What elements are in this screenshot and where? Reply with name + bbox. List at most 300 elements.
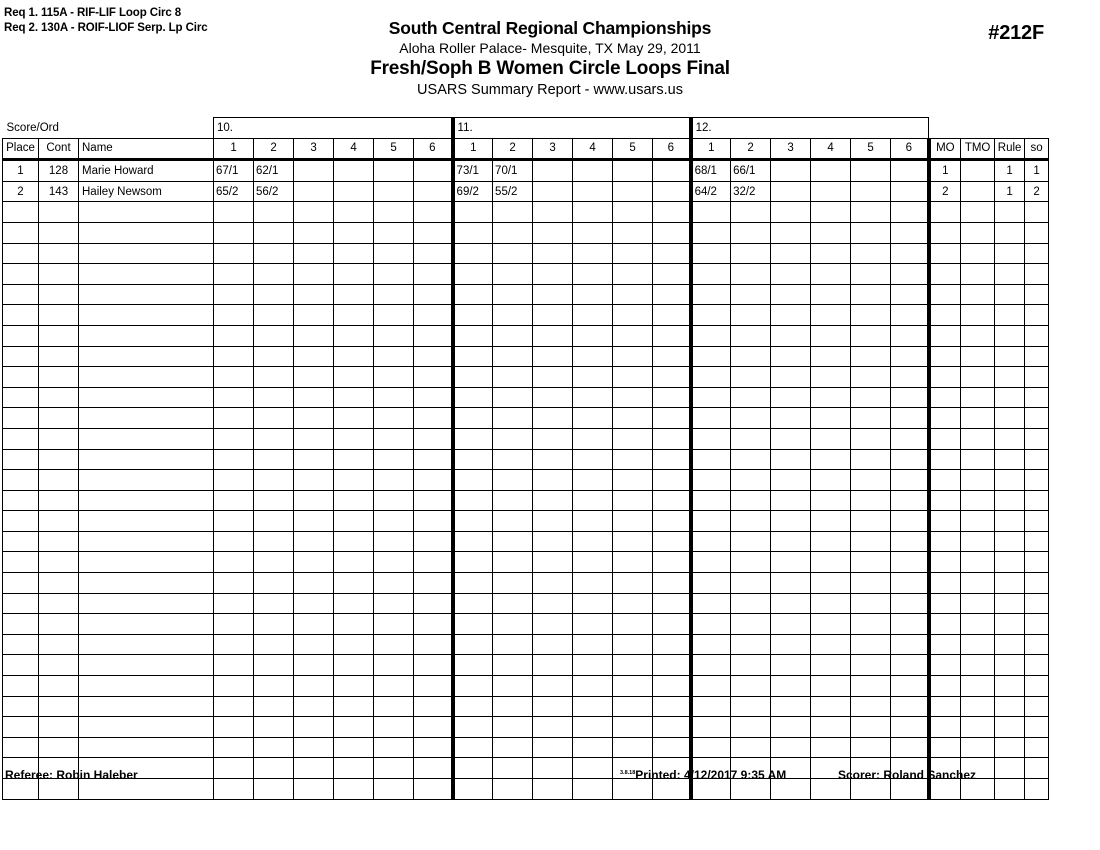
cell-e1-j6[interactable] xyxy=(414,408,453,429)
cell-e1-j5[interactable] xyxy=(374,470,414,491)
cell-e1-j3[interactable] xyxy=(294,449,334,470)
cell-e1-j6[interactable] xyxy=(414,181,453,202)
cell-cont[interactable] xyxy=(39,408,79,429)
cell-e1-j4[interactable] xyxy=(334,181,374,202)
cell-e3-j1[interactable] xyxy=(691,428,731,449)
cell-e3-j4[interactable] xyxy=(811,614,851,635)
cell-e1-j1[interactable] xyxy=(214,387,254,408)
cell-e1-j6[interactable] xyxy=(414,696,453,717)
cell-place[interactable]: 2 xyxy=(3,181,39,202)
cell-so[interactable] xyxy=(1025,655,1049,676)
cell-mo[interactable] xyxy=(929,264,961,285)
cell-e3-j5[interactable] xyxy=(851,490,891,511)
cell-e1-j6[interactable] xyxy=(414,573,453,594)
cell-e1-j4[interactable] xyxy=(334,676,374,697)
cell-cont[interactable] xyxy=(39,367,79,388)
cell-e3-j1[interactable] xyxy=(691,490,731,511)
cell-e2-j2[interactable] xyxy=(493,717,533,738)
cell-tmo[interactable] xyxy=(961,222,995,243)
cell-e2-j3[interactable] xyxy=(533,387,573,408)
cell-e2-j4[interactable] xyxy=(573,222,613,243)
cell-e2-j2[interactable] xyxy=(493,325,533,346)
cell-e1-j1[interactable] xyxy=(214,325,254,346)
cell-e1-j5[interactable] xyxy=(374,305,414,326)
cell-place[interactable] xyxy=(3,449,39,470)
cell-e3-j2[interactable] xyxy=(731,387,771,408)
cell-so[interactable] xyxy=(1025,449,1049,470)
cell-e1-j5[interactable] xyxy=(374,160,414,182)
cell-e1-j6[interactable] xyxy=(414,202,453,223)
cell-e3-j1[interactable] xyxy=(691,264,731,285)
cell-e2-j4[interactable] xyxy=(573,511,613,532)
cell-e1-j6[interactable] xyxy=(414,717,453,738)
cell-e1-j4[interactable] xyxy=(334,222,374,243)
cell-rule[interactable]: 1 xyxy=(995,160,1025,182)
cell-name[interactable] xyxy=(79,222,214,243)
cell-rule[interactable] xyxy=(995,737,1025,758)
cell-e1-j2[interactable] xyxy=(254,449,294,470)
cell-cont[interactable] xyxy=(39,305,79,326)
cell-e3-j3[interactable] xyxy=(771,655,811,676)
cell-e1-j4[interactable] xyxy=(334,470,374,491)
cell-e2-j2[interactable] xyxy=(493,449,533,470)
cell-e1-j5[interactable] xyxy=(374,243,414,264)
cell-so[interactable] xyxy=(1025,428,1049,449)
cell-e2-j3[interactable] xyxy=(533,222,573,243)
cell-e3-j2[interactable] xyxy=(731,284,771,305)
cell-e1-j1[interactable] xyxy=(214,367,254,388)
cell-mo[interactable]: 1 xyxy=(929,160,961,182)
cell-e1-j2[interactable] xyxy=(254,222,294,243)
cell-place[interactable] xyxy=(3,222,39,243)
cell-e3-j3[interactable] xyxy=(771,387,811,408)
cell-rule[interactable] xyxy=(995,531,1025,552)
cell-e3-j6[interactable] xyxy=(891,346,929,367)
cell-e1-j5[interactable] xyxy=(374,408,414,429)
cell-e3-j5[interactable] xyxy=(851,696,891,717)
cell-e2-j4[interactable] xyxy=(573,346,613,367)
cell-e1-j2[interactable] xyxy=(254,408,294,429)
table-row-empty[interactable] xyxy=(3,511,1049,532)
cell-e2-j6[interactable] xyxy=(653,470,691,491)
cell-e1-j5[interactable] xyxy=(374,325,414,346)
cell-e1-j1[interactable] xyxy=(214,511,254,532)
table-row-empty[interactable] xyxy=(3,696,1049,717)
cell-e1-j5[interactable] xyxy=(374,202,414,223)
cell-e3-j5[interactable] xyxy=(851,634,891,655)
cell-e3-j5[interactable] xyxy=(851,531,891,552)
cell-e3-j1[interactable] xyxy=(691,346,731,367)
cell-e3-j6[interactable] xyxy=(891,428,929,449)
cell-e3-j4[interactable] xyxy=(811,655,851,676)
cell-e2-j4[interactable] xyxy=(573,305,613,326)
cell-e2-j3[interactable] xyxy=(533,634,573,655)
cell-e3-j3[interactable] xyxy=(771,614,811,635)
cell-name[interactable] xyxy=(79,655,214,676)
cell-e2-j2[interactable] xyxy=(493,490,533,511)
cell-rule[interactable] xyxy=(995,408,1025,429)
cell-tmo[interactable] xyxy=(961,470,995,491)
cell-e2-j1[interactable] xyxy=(453,490,493,511)
cell-place[interactable] xyxy=(3,305,39,326)
cell-place[interactable] xyxy=(3,737,39,758)
cell-cont[interactable] xyxy=(39,717,79,738)
cell-e1-j6[interactable] xyxy=(414,614,453,635)
cell-e2-j3[interactable] xyxy=(533,511,573,532)
cell-e2-j6[interactable] xyxy=(653,531,691,552)
cell-e1-j1[interactable] xyxy=(214,655,254,676)
cell-mo[interactable] xyxy=(929,470,961,491)
cell-cont[interactable] xyxy=(39,634,79,655)
cell-name[interactable] xyxy=(79,573,214,594)
cell-e2-j2[interactable] xyxy=(493,511,533,532)
cell-e3-j4[interactable] xyxy=(811,449,851,470)
cell-e1-j2[interactable] xyxy=(254,490,294,511)
cell-so[interactable] xyxy=(1025,634,1049,655)
cell-e2-j3[interactable] xyxy=(533,737,573,758)
cell-e1-j1[interactable] xyxy=(214,346,254,367)
cell-place[interactable] xyxy=(3,531,39,552)
cell-e3-j2[interactable] xyxy=(731,634,771,655)
cell-e2-j5[interactable] xyxy=(613,202,653,223)
cell-rule[interactable] xyxy=(995,428,1025,449)
table-row-empty[interactable] xyxy=(3,717,1049,738)
cell-e3-j2[interactable] xyxy=(731,243,771,264)
cell-e1-j5[interactable] xyxy=(374,284,414,305)
cell-e2-j6[interactable] xyxy=(653,696,691,717)
cell-e3-j3[interactable] xyxy=(771,181,811,202)
cell-rule[interactable] xyxy=(995,655,1025,676)
cell-place[interactable] xyxy=(3,490,39,511)
cell-cont[interactable] xyxy=(39,449,79,470)
cell-e1-j6[interactable] xyxy=(414,676,453,697)
cell-mo[interactable] xyxy=(929,305,961,326)
cell-e2-j3[interactable] xyxy=(533,531,573,552)
cell-e3-j4[interactable] xyxy=(811,202,851,223)
cell-e2-j2[interactable] xyxy=(493,387,533,408)
cell-place[interactable] xyxy=(3,284,39,305)
cell-name[interactable] xyxy=(79,428,214,449)
cell-e1-j5[interactable] xyxy=(374,717,414,738)
cell-e2-j6[interactable] xyxy=(653,408,691,429)
cell-e2-j2[interactable] xyxy=(493,305,533,326)
cell-e2-j1[interactable] xyxy=(453,676,493,697)
cell-e2-j5[interactable] xyxy=(613,284,653,305)
cell-e2-j2[interactable] xyxy=(493,470,533,491)
cell-e2-j2[interactable] xyxy=(493,614,533,635)
cell-place[interactable]: 1 xyxy=(3,160,39,182)
cell-e2-j4[interactable] xyxy=(573,367,613,388)
cell-e2-j6[interactable] xyxy=(653,305,691,326)
cell-e2-j6[interactable] xyxy=(653,634,691,655)
cell-e1-j3[interactable] xyxy=(294,614,334,635)
cell-e2-j5[interactable] xyxy=(613,428,653,449)
cell-tmo[interactable] xyxy=(961,552,995,573)
cell-e3-j1[interactable] xyxy=(691,614,731,635)
cell-e1-j4[interactable] xyxy=(334,634,374,655)
cell-so[interactable] xyxy=(1025,717,1049,738)
cell-e1-j2[interactable]: 56/2 xyxy=(254,181,294,202)
cell-name[interactable] xyxy=(79,325,214,346)
cell-tmo[interactable] xyxy=(961,387,995,408)
cell-e3-j1[interactable] xyxy=(691,449,731,470)
cell-mo[interactable] xyxy=(929,511,961,532)
cell-e1-j1[interactable]: 67/1 xyxy=(214,160,254,182)
cell-mo[interactable] xyxy=(929,593,961,614)
cell-e2-j2[interactable]: 70/1 xyxy=(493,160,533,182)
cell-cont[interactable] xyxy=(39,325,79,346)
cell-e2-j1[interactable] xyxy=(453,449,493,470)
cell-mo[interactable] xyxy=(929,573,961,594)
table-row-empty[interactable] xyxy=(3,552,1049,573)
cell-so[interactable] xyxy=(1025,696,1049,717)
cell-e2-j2[interactable] xyxy=(493,573,533,594)
cell-e2-j5[interactable] xyxy=(613,614,653,635)
cell-e3-j1[interactable] xyxy=(691,531,731,552)
cell-e2-j6[interactable] xyxy=(653,202,691,223)
cell-e2-j4[interactable] xyxy=(573,387,613,408)
cell-e1-j5[interactable] xyxy=(374,593,414,614)
cell-e2-j4[interactable] xyxy=(573,552,613,573)
cell-e3-j1[interactable] xyxy=(691,737,731,758)
cell-e2-j2[interactable] xyxy=(493,676,533,697)
cell-mo[interactable] xyxy=(929,449,961,470)
cell-name[interactable] xyxy=(79,696,214,717)
cell-e2-j3[interactable] xyxy=(533,284,573,305)
cell-e1-j2[interactable] xyxy=(254,573,294,594)
cell-e1-j2[interactable] xyxy=(254,717,294,738)
cell-e3-j6[interactable] xyxy=(891,408,929,429)
cell-e3-j2[interactable]: 66/1 xyxy=(731,160,771,182)
cell-e3-j6[interactable] xyxy=(891,717,929,738)
cell-e1-j2[interactable] xyxy=(254,676,294,697)
cell-e2-j6[interactable] xyxy=(653,614,691,635)
cell-e2-j2[interactable] xyxy=(493,222,533,243)
cell-cont[interactable] xyxy=(39,531,79,552)
cell-e3-j2[interactable] xyxy=(731,573,771,594)
table-row-empty[interactable] xyxy=(3,264,1049,285)
cell-tmo[interactable] xyxy=(961,202,995,223)
cell-e1-j4[interactable] xyxy=(334,305,374,326)
cell-e1-j3[interactable] xyxy=(294,264,334,285)
cell-e2-j1[interactable] xyxy=(453,264,493,285)
cell-place[interactable] xyxy=(3,573,39,594)
cell-e1-j3[interactable] xyxy=(294,696,334,717)
cell-rule[interactable] xyxy=(995,593,1025,614)
cell-e2-j1[interactable] xyxy=(453,737,493,758)
cell-e1-j6[interactable] xyxy=(414,511,453,532)
cell-rule[interactable] xyxy=(995,222,1025,243)
cell-rule[interactable] xyxy=(995,305,1025,326)
cell-e1-j4[interactable] xyxy=(334,737,374,758)
cell-e1-j3[interactable] xyxy=(294,202,334,223)
cell-e1-j2[interactable] xyxy=(254,634,294,655)
cell-e2-j4[interactable] xyxy=(573,717,613,738)
cell-e2-j3[interactable] xyxy=(533,346,573,367)
cell-e2-j5[interactable] xyxy=(613,696,653,717)
cell-mo[interactable] xyxy=(929,531,961,552)
cell-mo[interactable] xyxy=(929,243,961,264)
cell-e1-j1[interactable] xyxy=(214,676,254,697)
cell-cont[interactable] xyxy=(39,387,79,408)
cell-e3-j2[interactable] xyxy=(731,552,771,573)
cell-e3-j6[interactable] xyxy=(891,387,929,408)
cell-place[interactable] xyxy=(3,202,39,223)
cell-e1-j4[interactable] xyxy=(334,160,374,182)
cell-e2-j1[interactable] xyxy=(453,634,493,655)
cell-mo[interactable] xyxy=(929,284,961,305)
cell-e3-j1[interactable] xyxy=(691,470,731,491)
cell-e3-j6[interactable] xyxy=(891,222,929,243)
cell-e3-j6[interactable] xyxy=(891,614,929,635)
cell-e3-j1[interactable] xyxy=(691,325,731,346)
cell-e1-j5[interactable] xyxy=(374,428,414,449)
cell-e3-j2[interactable] xyxy=(731,222,771,243)
cell-e1-j4[interactable] xyxy=(334,490,374,511)
table-row-empty[interactable] xyxy=(3,408,1049,429)
table-row-empty[interactable] xyxy=(3,634,1049,655)
cell-e3-j4[interactable] xyxy=(811,305,851,326)
cell-e1-j3[interactable] xyxy=(294,325,334,346)
cell-e2-j5[interactable] xyxy=(613,511,653,532)
cell-e2-j1[interactable] xyxy=(453,614,493,635)
cell-e1-j1[interactable] xyxy=(214,696,254,717)
cell-e1-j4[interactable] xyxy=(334,552,374,573)
cell-e1-j1[interactable] xyxy=(214,634,254,655)
cell-e2-j3[interactable] xyxy=(533,428,573,449)
cell-e1-j6[interactable] xyxy=(414,387,453,408)
cell-e2-j6[interactable] xyxy=(653,490,691,511)
cell-e2-j6[interactable] xyxy=(653,181,691,202)
cell-e2-j1[interactable] xyxy=(453,284,493,305)
cell-name[interactable] xyxy=(79,531,214,552)
cell-e3-j5[interactable] xyxy=(851,552,891,573)
cell-e3-j5[interactable] xyxy=(851,346,891,367)
table-row-empty[interactable] xyxy=(3,737,1049,758)
cell-e1-j6[interactable] xyxy=(414,490,453,511)
cell-e1-j4[interactable] xyxy=(334,408,374,429)
table-row-empty[interactable] xyxy=(3,202,1049,223)
cell-place[interactable] xyxy=(3,387,39,408)
cell-name[interactable] xyxy=(79,408,214,429)
cell-e2-j3[interactable] xyxy=(533,470,573,491)
cell-e2-j5[interactable] xyxy=(613,655,653,676)
cell-e1-j4[interactable] xyxy=(334,284,374,305)
cell-place[interactable] xyxy=(3,676,39,697)
cell-e1-j6[interactable] xyxy=(414,470,453,491)
cell-e1-j2[interactable] xyxy=(254,284,294,305)
cell-tmo[interactable] xyxy=(961,593,995,614)
cell-e3-j3[interactable] xyxy=(771,717,811,738)
cell-e3-j5[interactable] xyxy=(851,202,891,223)
cell-e3-j5[interactable] xyxy=(851,367,891,388)
cell-e3-j4[interactable] xyxy=(811,367,851,388)
cell-rule[interactable] xyxy=(995,634,1025,655)
cell-so[interactable]: 1 xyxy=(1025,160,1049,182)
cell-e1-j5[interactable] xyxy=(374,573,414,594)
cell-e3-j3[interactable] xyxy=(771,428,811,449)
cell-rule[interactable] xyxy=(995,449,1025,470)
cell-rule[interactable] xyxy=(995,387,1025,408)
cell-name[interactable] xyxy=(79,511,214,532)
cell-e3-j3[interactable] xyxy=(771,325,811,346)
cell-place[interactable] xyxy=(3,593,39,614)
cell-e3-j3[interactable] xyxy=(771,202,811,223)
cell-e3-j6[interactable] xyxy=(891,449,929,470)
cell-e3-j4[interactable] xyxy=(811,470,851,491)
cell-e3-j3[interactable] xyxy=(771,552,811,573)
cell-e3-j1[interactable] xyxy=(691,305,731,326)
cell-e2-j2[interactable] xyxy=(493,737,533,758)
cell-e2-j2[interactable] xyxy=(493,655,533,676)
cell-e2-j3[interactable] xyxy=(533,160,573,182)
cell-mo[interactable] xyxy=(929,737,961,758)
cell-cont[interactable] xyxy=(39,655,79,676)
cell-e3-j6[interactable] xyxy=(891,511,929,532)
cell-e3-j2[interactable] xyxy=(731,676,771,697)
cell-tmo[interactable] xyxy=(961,490,995,511)
cell-e2-j5[interactable] xyxy=(613,449,653,470)
cell-name[interactable] xyxy=(79,490,214,511)
cell-e3-j2[interactable] xyxy=(731,696,771,717)
cell-rule[interactable]: 1 xyxy=(995,181,1025,202)
cell-e1-j3[interactable] xyxy=(294,470,334,491)
cell-e2-j5[interactable] xyxy=(613,181,653,202)
cell-e2-j4[interactable] xyxy=(573,470,613,491)
cell-e3-j4[interactable] xyxy=(811,160,851,182)
cell-e1-j2[interactable] xyxy=(254,614,294,635)
cell-e1-j1[interactable] xyxy=(214,284,254,305)
cell-e2-j3[interactable] xyxy=(533,305,573,326)
cell-e3-j1[interactable] xyxy=(691,593,731,614)
cell-e1-j5[interactable] xyxy=(374,676,414,697)
cell-e1-j6[interactable] xyxy=(414,531,453,552)
cell-e1-j2[interactable] xyxy=(254,346,294,367)
cell-name[interactable] xyxy=(79,202,214,223)
cell-e2-j1[interactable] xyxy=(453,325,493,346)
cell-e1-j3[interactable] xyxy=(294,573,334,594)
cell-tmo[interactable] xyxy=(961,428,995,449)
cell-e1-j3[interactable] xyxy=(294,428,334,449)
cell-e2-j4[interactable] xyxy=(573,449,613,470)
cell-mo[interactable] xyxy=(929,346,961,367)
cell-e2-j3[interactable] xyxy=(533,552,573,573)
cell-e2-j5[interactable] xyxy=(613,717,653,738)
cell-e2-j3[interactable] xyxy=(533,717,573,738)
cell-name[interactable] xyxy=(79,614,214,635)
cell-e1-j4[interactable] xyxy=(334,696,374,717)
cell-e3-j3[interactable] xyxy=(771,284,811,305)
cell-tmo[interactable] xyxy=(961,305,995,326)
cell-name[interactable] xyxy=(79,593,214,614)
cell-place[interactable] xyxy=(3,367,39,388)
cell-rule[interactable] xyxy=(995,717,1025,738)
cell-e3-j5[interactable] xyxy=(851,593,891,614)
cell-tmo[interactable] xyxy=(961,531,995,552)
cell-e3-j1[interactable] xyxy=(691,511,731,532)
cell-e3-j4[interactable] xyxy=(811,676,851,697)
cell-e1-j2[interactable] xyxy=(254,325,294,346)
cell-e3-j4[interactable] xyxy=(811,264,851,285)
cell-rule[interactable] xyxy=(995,202,1025,223)
cell-e1-j2[interactable] xyxy=(254,593,294,614)
cell-e1-j3[interactable] xyxy=(294,490,334,511)
cell-e1-j6[interactable] xyxy=(414,593,453,614)
cell-e1-j3[interactable] xyxy=(294,284,334,305)
cell-e1-j6[interactable] xyxy=(414,222,453,243)
cell-e1-j6[interactable] xyxy=(414,264,453,285)
cell-e3-j2[interactable] xyxy=(731,511,771,532)
